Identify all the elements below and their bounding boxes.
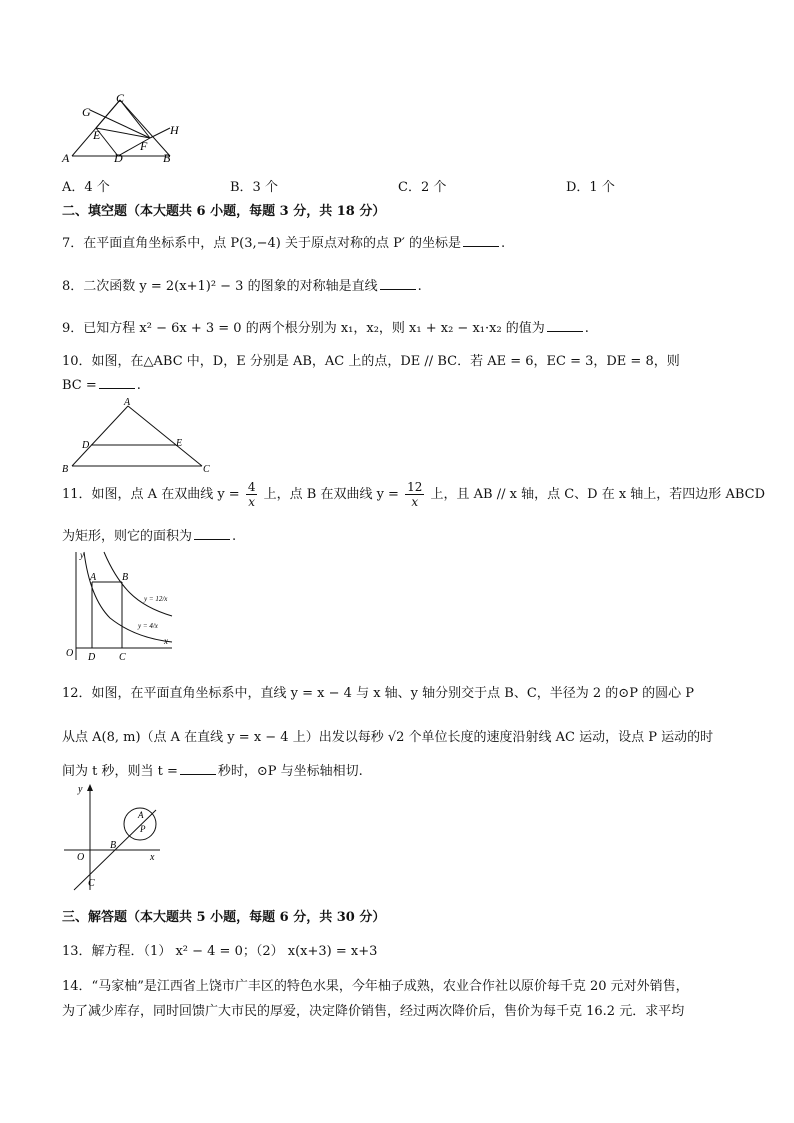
fig6-label-E: E (93, 128, 101, 142)
q11-text-4: 为矩形，则它的面积为 (62, 529, 193, 544)
question-14-line-1: 14．“马家柚”是江西省上饶市广丰区的特色水果，今年柚子成熟，农业合作社以原价每千克 20 元对外销售， (62, 979, 689, 994)
q12-text-3: 间为 t 秒，则当 t = (62, 764, 178, 779)
question-10-line-1: 10．如图，在△ABC 中，D，E 分别是 AB，AC 上的点，DE // BC．若 AE = 6，EC = 3，DE = 8，则 (62, 354, 680, 369)
q8-text: 8．二次函数 y = 2(x+1)² − 3 的图象的对称轴是直线 (62, 279, 378, 294)
question-12-line-2: 从点 A(8, m)（点 A 在直线 y = x − 4 上）出发以每秒 √2 个单位长度的速度沿射线 AC 运动，设点 P 运动的时 (62, 730, 714, 745)
question-12-line-3 (62, 760, 363, 779)
fig11-label-B: B (122, 572, 129, 583)
q11-fraction-1-den: x (248, 495, 256, 509)
q7-period: . (500, 236, 506, 251)
fig12-label-y-axis: y (78, 784, 83, 795)
q9-period: . (584, 321, 589, 336)
question-11-line-2 (62, 525, 236, 544)
fig10-label-B: B (62, 464, 69, 474)
question-14-line-2: 为了减少库存，同时回馈广大市民的厚爱，决定降价销售，经过两次降价后，售价为每千克 16.2 元．求平均 (62, 1004, 685, 1019)
fig10-label-D: D (82, 440, 90, 451)
q10-figure (58, 396, 218, 474)
q7-text: 7．在平面直角坐标系中，点 P(3,−4) 关于原点对称的点 P′ 的坐标是 (62, 236, 461, 251)
q6-figure (60, 92, 190, 164)
question-7 (62, 232, 505, 251)
q11-fraction-2-den: x (411, 495, 419, 509)
fig11-label-C: C (119, 652, 126, 663)
fig11-label-x-axis: x (164, 636, 168, 646)
fig6-label-G: G (82, 105, 91, 119)
fig11-label-y-axis: y (80, 550, 84, 560)
q11-figure (60, 548, 180, 663)
q10-answer-blank[interactable] (99, 376, 135, 389)
fig6-label-H: H (170, 123, 179, 137)
q11-answer-blank[interactable] (194, 527, 230, 540)
q6-option-c: C．2 个 (398, 180, 447, 195)
q10-bc-label: BC = (62, 378, 97, 393)
fig11-label-curve-4: y = 4/x (138, 622, 158, 630)
q11-fraction-2-num: 12 (407, 480, 423, 494)
question-8 (62, 275, 422, 294)
fig12-label-B: B (110, 840, 117, 851)
q8-period: . (417, 279, 422, 294)
fig12-label-x-axis: x (150, 852, 155, 863)
fig12-label-C: C (88, 878, 95, 889)
section-3-heading: 三、解答题（本大题共 5 小题，每题 6 分，共 30 分） (62, 910, 386, 925)
fig11-label-D: D (88, 652, 96, 663)
fig12-label-A: A (138, 810, 144, 820)
q11-text-3: 上，且 AB // x 轴，点 C、D 在 x 轴上，若四边形 ABCD (430, 487, 765, 502)
q11-period: . (232, 529, 237, 544)
q11-fraction-2 (405, 480, 424, 509)
q12-answer-blank[interactable] (180, 762, 216, 775)
q8-answer-blank[interactable] (380, 277, 416, 290)
q12-figure (60, 782, 170, 894)
fig12-label-P: P (140, 824, 146, 834)
fig10-label-A: A (124, 397, 131, 408)
q12-text-4: 秒时，⊙P 与坐标轴相切. (217, 764, 363, 779)
question-10-line-2 (62, 376, 141, 393)
question-9 (62, 317, 589, 336)
fig6-label-B: B (163, 151, 171, 164)
fig6-label-F: F (140, 139, 148, 153)
section-2-heading: 二、填空题（本大题共 6 小题，每题 3 分，共 18 分） (62, 204, 386, 219)
q11-text-1: 11．如图，点 A 在双曲线 y = (62, 487, 240, 502)
q10-period: . (136, 378, 141, 393)
question-11-line-1 (62, 480, 765, 509)
question-12-line-1: 12．如图，在平面直角坐标系中，直线 y = x − 4 与 x 轴、y 轴分别交于点 B、C，半径为 2 的⊙P 的圆心 P (62, 686, 694, 701)
q6-option-a: A．4 个 (62, 180, 110, 195)
fig6-label-C: C (116, 92, 125, 105)
fig12-label-O: O (77, 852, 85, 863)
q9-answer-blank[interactable] (547, 319, 583, 332)
fig6-label-D: D (114, 151, 123, 164)
fig11-label-O: O (66, 648, 74, 659)
question-13: 13．解方程．（1） x² − 4 = 0；（2） x(x+3) = x+3 (62, 944, 378, 959)
q11-fraction-1 (246, 480, 258, 509)
q11-text-2: 上，点 B 在双曲线 y = (263, 487, 399, 502)
q9-text: 9．已知方程 x² − 6x + 3 = 0 的两个根分别为 x₁，x₂，则 x₁ + x₂ − x₁·x₂ 的值为 (62, 321, 545, 336)
fig11-label-curve-12: y = 12/x (144, 595, 168, 603)
q11-fraction-1-num: 4 (247, 480, 256, 494)
q7-answer-blank[interactable] (463, 234, 499, 247)
q6-option-d: D．1 个 (566, 180, 615, 195)
q6-option-b: B．3 个 (230, 180, 278, 195)
fig6-label-A: A (62, 151, 70, 164)
fig10-label-E: E (176, 438, 183, 449)
fig10-label-C: C (203, 464, 210, 474)
fig11-label-A: A (90, 572, 97, 583)
